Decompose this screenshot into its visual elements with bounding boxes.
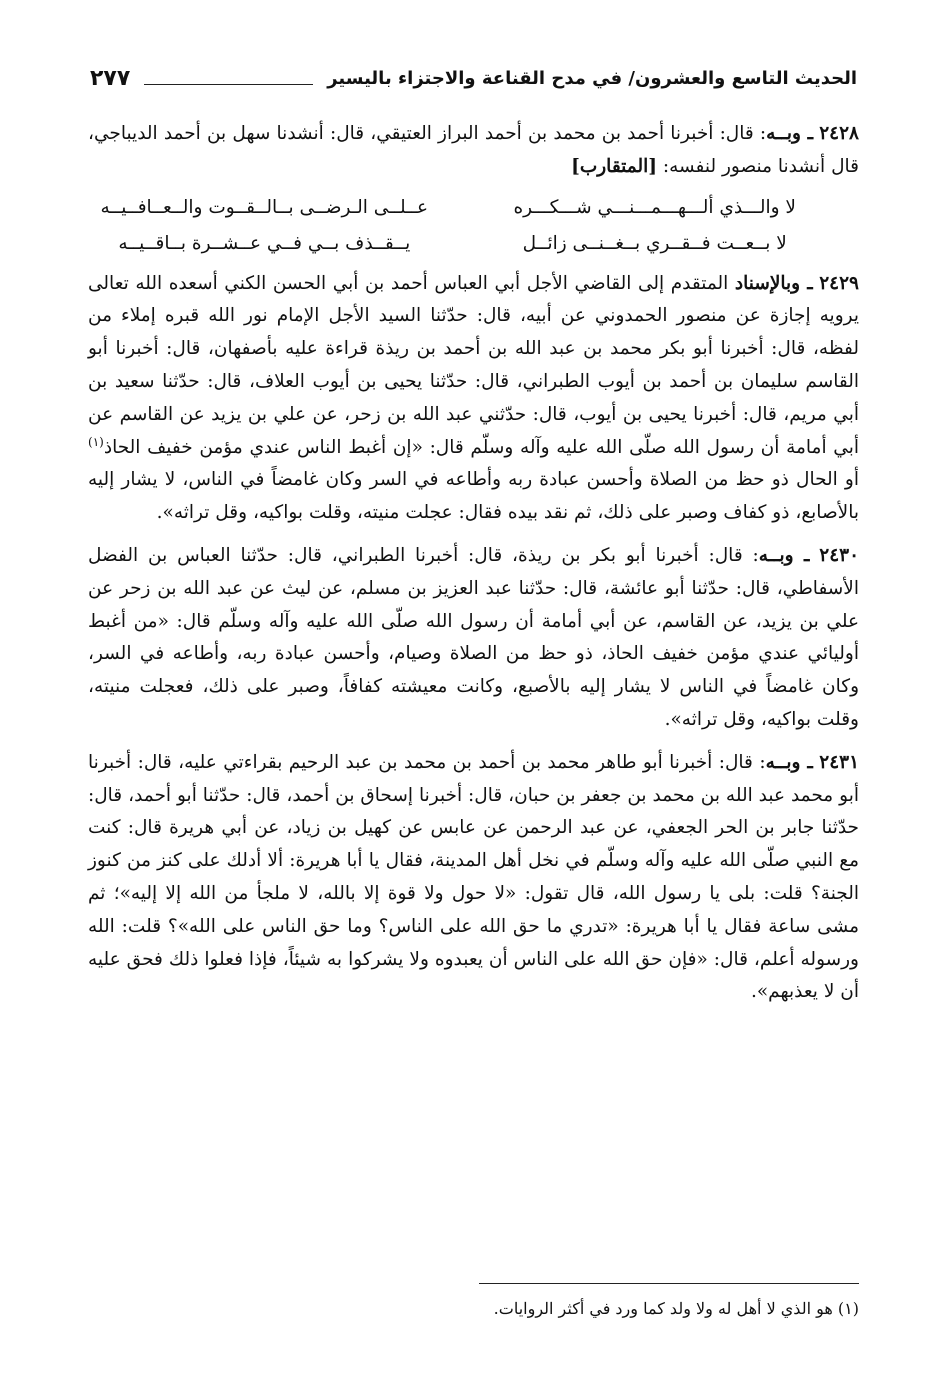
hadith-number: ٢٤٢٩	[819, 272, 859, 294]
hadith-number: ٢٤٣٠	[819, 544, 860, 566]
hadith-2430	[88, 540, 859, 737]
footnote	[88, 1296, 859, 1322]
verse-first-hemistich: لا والـــذي ألـــهـــمـــنـــي شـــكـــره	[513, 196, 796, 218]
hadith-text-continued: أو الحال ذو حظ من الصلاة وأحسن عبادة ربه وأطاعه في السر وكان غامضاً في الناس، لا يشار إليه بالأصابع، ذو كفاف وصبر على ذلك، ثم نقد بيده فقال: عجلت منيته، وقلت بواكيه، وقل تراثه».	[88, 469, 859, 524]
page-number: ٢٧٧	[90, 65, 131, 91]
verse-second-hemistich: عــلــى الـرضــى بــالــقــوت والــعــافــيــه	[100, 196, 429, 218]
footnote-separator	[479, 1283, 859, 1284]
footnote-mark: (١)	[837, 1299, 859, 1318]
verse-first-hemistich: لا بــعــت فــقــري بــغــنــى زائــل	[522, 232, 787, 254]
verse-second-hemistich: يــقــذف بــي فــي عــشــرة بــاقــيــه	[118, 232, 411, 254]
running-title: الحديث التاسع والعشرون/ في مدح القناعة والاجتزاء باليسير	[327, 67, 857, 89]
hadith-number: ٢٤٢٨	[819, 123, 859, 144]
poem-verse	[88, 190, 859, 226]
hadith-2431	[88, 747, 859, 1009]
poem	[88, 190, 859, 262]
hadith-text: : قال: أخبرنا أبو بكر بن ريذة، قال: أخبرنا الطبراني، قال: حدّثنا العباس بن الفضل الأسفاطي، قال: حدّثنا أبو عائشة، قال: حدّثنا عبد العزيز بن مسلم، عن ليث عن عبد الله بن زحر عن علي بن يزيد، عن القاسم، عن أبي أمامة أن رسول الله صلّى الله عليه وآله وسلّم قال: «من أغبط أوليائي عندي مؤمن خفيف الحاذ، ذو حظ من الصلاة وصيام، وأحسن عبادة ربه، وأطاعه في السر، وكان غامضاً في الناس لا يشار إليه بالأصبع، وكانت معيشته كفافاً، وصبر على ذلك، فعجلت منيته، وقلت بواكيه، وقل تراثه».	[88, 544, 859, 730]
poem-verse	[88, 226, 859, 262]
header-rule	[144, 84, 313, 85]
hadith-text: المتقدم إلى القاضي الأجل أبي العباس أحمد بن أبي الحسن الكني أسعده الله تعالى يرويه إجازة عن منصور الحمدوني عن أبيه، قال: حدّثنا السيد الأجل الإمام نور الله قبره إملاء من لفظه، قال: أخبرنا أبو بكر محمد بن عبد الله بن أحمد بن ريذة قراءة عليه بأصفهان، قال: أخبرنا أبو القاسم سليمان بن أحمد بن أيوب الطبراني، قال: حدّثنا يحيى بن أيوب العلاف، قال: حدّثنا سعيد بن أبي مريم، قال: أخبرنا يحيى بن أيوب، قال: حدّثني عبد الله بن زحر، عن علي بن يزيد عن القاسم عن أبي أمامة أن رسول الله صلّى الله عليه وآله وسلّم قال: «إن أغبط الناس عندي مؤمن خفيف الحاذ	[88, 272, 859, 458]
hadith-2429	[88, 268, 859, 530]
hadith-lead: ـ وبالإسناد	[734, 272, 813, 294]
footnote-reference[interactable]: (١)	[88, 434, 104, 449]
hadith-lead: ـ وبــه	[765, 751, 813, 773]
hadith-number: ٢٤٣١	[819, 751, 860, 773]
hadith-lead: ـ وبــه	[766, 123, 814, 144]
hadith-text: : قال: أخبرنا أبو طاهر محمد بن أحمد بن محمد بن عبد الرحيم بقراءتي عليه، قال: أخبرنا أبو محمد عبد الله بن محمد بن جعفر بن حبان، قال: أخبرنا إسحاق بن أحمد، قال: حدّثنا أبو أحمد، قال: حدّثنا جابر بن الحر الجعفي، عن عبد الرحمن عن عابس عن كهيل بن زياد، عن أبي هريرة قال: كنت مع النبي صلّى الله عليه وآله وسلّم في نخل أهل المدينة، فقال يا أبا هريرة: ألا أدلك على كنز من كنوز الجنة؟ قلت: بلى يا رسول الله، قال تقول: «لا حول ولا قوة إلا بالله، لا ملجأ من الله إلا إليه»؛ ثم مشى ساعة فقال يا أبا هريرة: «تدري ما حق الله على الناس؟ وما حق الناس على الله»؟ قلت: الله ورسوله أعلم، قال: «فإن حق الله على الناس أن يعبدوه ولا يشركوا به شيئاً، فإذا فعلوا ذلك فحق عليه أن لا يعذبهم».	[88, 751, 859, 1003]
hadith-text: : قال: أخبرنا أحمد بن محمد بن أحمد البراز العتيقي، قال: أنشدنا سهل بن أحمد الديباجي، قال أنشدنا منصور لنفسه:	[88, 123, 859, 177]
poem-meter: [المتقارب]	[571, 155, 657, 177]
main-text	[88, 118, 859, 1013]
hadith-lead: ـ وبــه	[758, 544, 810, 566]
running-header	[90, 58, 857, 98]
footnote-text: هو الذي لا أهل له ولا ولد كما ورد في أكثر الروايات.	[493, 1299, 833, 1318]
hadith-2428	[88, 118, 859, 184]
